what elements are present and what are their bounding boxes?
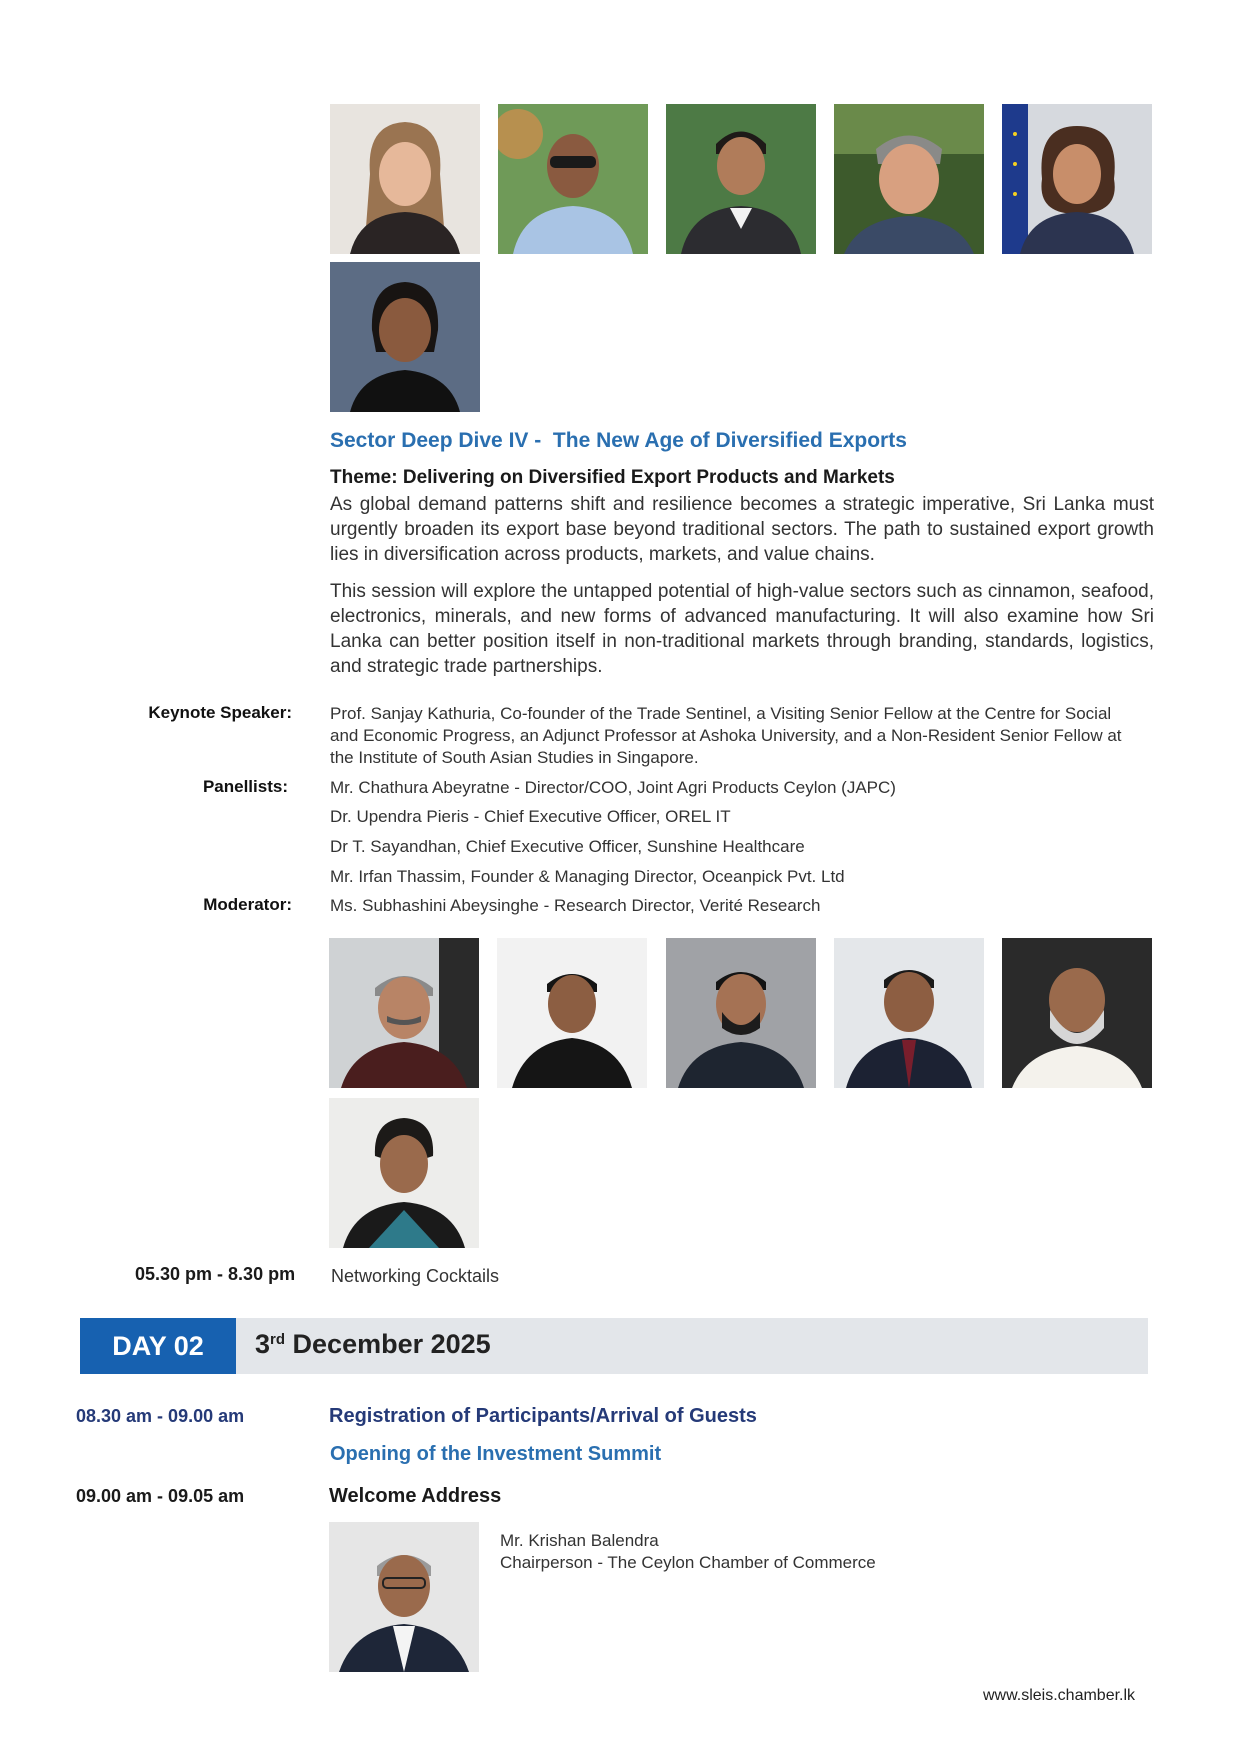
- agenda-time-1: 08.30 am - 09.00 am: [76, 1406, 245, 1426]
- panellist-3: Dr T. Sayandhan, Chief Executive Officer, Sunshine Healthcare: [330, 837, 805, 856]
- panel-photo-1: [329, 938, 479, 1088]
- networking-label: Networking Cocktails: [331, 1266, 500, 1286]
- speaker-photo-2: [498, 104, 648, 254]
- day-header-bar: [80, 1318, 1148, 1374]
- session-paragraph-1: As global demand patterns shift and resilience becomes a strategic imperative, Sri Lanka must urgently broaden its export base beyond traditional sectors. The path to sustained export growth lies in diversification across products, markets, and value chains.: [330, 494, 1154, 565]
- agenda-time-2: 09.00 am - 09.05 am: [76, 1486, 245, 1506]
- panel-photo-3: [666, 938, 816, 1088]
- panellist-2: Dr. Upendra Pieris - Chief Executive Officer, OREL IT: [330, 807, 731, 826]
- speaker-photo-6: [330, 262, 480, 412]
- speaker-photo-4: [834, 104, 984, 254]
- panel-photo-5: [1002, 938, 1152, 1088]
- welcome-speaker-info: [500, 1530, 876, 1574]
- panel-photo-6: [329, 1098, 479, 1248]
- agenda-title-welcome: Welcome Address: [329, 1485, 502, 1507]
- session-theme: Theme: Delivering on Diversified Export Products and Markets: [330, 467, 895, 488]
- panel-photo-4: [834, 938, 984, 1088]
- welcome-speaker-photo: [329, 1522, 479, 1672]
- agenda-title-opening: Opening of the Investment Summit: [330, 1443, 662, 1465]
- session-paragraph-2: This session will explore the untapped potential of high-value sectors such as cinnamon, seafood, electronics, minerals, and new forms of advanced manufacturing. It will also examine how Sri Lanka can better position itself in non-traditional markets through branding, standards, logistics, and strategic trade partnerships.: [330, 581, 1154, 677]
- panellists-label: Panellists:: [202, 777, 288, 796]
- speaker-photo-1: [330, 104, 480, 254]
- welcome-speaker-role: Chairperson - The Ceylon Chamber of Commerce: [500, 1553, 876, 1572]
- session-title: Sector Deep Dive IV - The New Age of Diversified Exports: [330, 429, 907, 452]
- speaker-photo-5: [1002, 104, 1152, 254]
- panellist-4: Mr. Irfan Thassim, Founder & Managing Director, Oceanpick Pvt. Ltd: [330, 867, 845, 886]
- networking-time: 05.30 pm - 8.30 pm: [135, 1264, 296, 1284]
- moderator-label: Moderator:: [203, 895, 292, 914]
- agenda-title-registration: Registration of Participants/Arrival of Guests: [329, 1405, 757, 1427]
- welcome-speaker-name: Mr. Krishan Balendra: [500, 1531, 659, 1550]
- moderator-text: Ms. Subhashini Abeysinghe - Research Director, Verité Research: [330, 896, 821, 915]
- panellist-1: Mr. Chathura Abeyratne - Director/COO, Joint Agri Products Ceylon (JAPC): [330, 778, 896, 797]
- panel-photo-2: [497, 938, 647, 1088]
- footer-website: www.sleis.chamber.lk: [983, 1687, 1136, 1704]
- day-tag: DAY 02: [80, 1318, 236, 1374]
- day-date: 3rd December 2025: [255, 1329, 491, 1359]
- speaker-photo-3: [666, 104, 816, 254]
- keynote-label: Keynote Speaker:: [148, 703, 292, 722]
- keynote-text: Prof. Sanjay Kathuria, Co-founder of the Trade Sentinel, a Visiting Senior Fellow at the Centre for Social and Economic Progress, an Adjunct Professor at Ashoka University, and a Non-Resident Senior Fellow at the Institute of South Asian Studies in Singapore.: [330, 704, 1122, 767]
